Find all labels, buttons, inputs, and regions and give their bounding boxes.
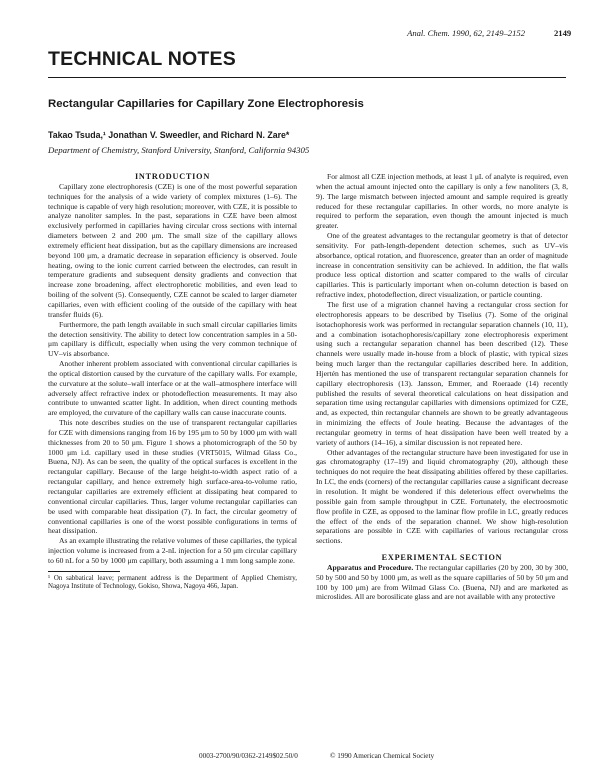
paragraph: This note describes studies on the use of transparent rectangular capillaries for CZE with dimensions ranging from 16 by 195 μm to 50 by 1000 μm with wall thicknesses from 20 to 50 μm. Figure 1 shows a photomicrograph of the 50 by 1000 μm i.d. capillary used in these studies (VRT5015, Wilmad Glass Co., Buena, NJ). As can be seen, the quality of the optical surfaces is excellent in the rectangular capillary. Because of the large height-to-width aspect ratio of a rectangular capillary, and hence extremely high surface-area-to-volume ratio, rectangular capillaries are extremely efficient at dissipating heat compared to conventional circular capillaries. Thus, larger volume rectangular capillaries can be used with comparable heat dissipation (7). In fact, the circular geometry of conventional capillaries is one of the worst possible configurations in terms of heat dissipation. [48,418,298,536]
paragraph: Other advantages of the rectangular structure have been investigated for use in gas chromatography (17–19) and liquid chromatography (20), although these techniques do not require the heat dissipating abilities offered by these capillaries. In LC, the ends (corners) of the rectangular capillaries cause a significant decrease in resolution. It might be wondered if this deleterious effect overwhelms the possible gain from sample throughput in CZE. Fortunately, the electroosmotic flow profile in CZE, as opposed to the laminar flow profile in LC, greatly reduces the effect of the ends of the separation channel. We show high-resolution separations are possible in CZE with capillaries of various rectangular cross sections. [316,447,568,546]
introduction-heading: INTRODUCTION [134,172,211,181]
section-banner: TECHNICAL NOTES [48,48,236,70]
paragraph: Capillary zone electrophoresis (CZE) is one of the most powerful separation techniques for the analysis of a wide variety of complex mixtures (1–6). The technique is capable of very high resolution; moreover, with CZE, it is possible to analyze nanoliter samples. In the past, separations in CZE have been almost exclusively performed in capillaries having circular cross sections with internal diameters between 2 and 200 μm. The small size of the capillary allows extremely efficient heat dissipation, but as the capillary dimensions are increased beyond 100 μm, a dramatic decrease in separation efficiency is observed. Joule heating, owing to the ionic current carried between the electrodes, can result in temperature gradients and subsequent density gradients and convection that increase zone broadening, affect electrophoretic mobilities, and even lead to boiling of the solvent (5). Consequently, CZE cannot be scaled to larger diameter capillaries, even with efficient cooling of the outside of the capillary with heat transfer fluids (6). [48,181,297,319]
page-number: 2149 [554,28,572,38]
footnote: ¹ On sabbatical leave; permanent address is the Department of Applied Chemistry, Nagoya Institute of Technology, Gokiso, Showa, Nagoya 466, Japan. [48,574,297,591]
footer-code: 0003-2700/90/0362-2149$02.50/0 [199,752,298,760]
paragraph: One of the greatest advantages to the rectangular geometry is that of detector sensitivity. For path-length-dependent detection schemes, such as UV–vis absorbance, optical rotation, and fluorescence, greater than an order of magnitude increase in concentration sensitivity can be achieved. In addition, the flat walls produce less optical distortion and scatter compared to the walls of circular capillaries. This is particularly important when on-column detection is based on refractive index, photodeflection, direct visualization, or particle counting. [316,231,568,300]
article-title: Rectangular Capillaries for Capillary Zone Electrophoresis [48,98,364,110]
paragraph: Another inherent problem associated with conventional circular capillaries is the optical distortion caused by the curvature of the capillary walls. For example, the curvature at the solute–wall interface or at the wall–atmosphere interface will adversely affect refractive index or photodeflection measurements. It may also contribute to unwanted scatter light. In addition, when direct counting methods are employed, the curvature of the capillary walls can cause inaccurate counts. [48,359,297,418]
left-column [48,172,297,592]
experimental-heading: EXPERIMENTAL SECTION [381,553,503,563]
subsection-label: Apparatus and Procedure. [327,562,414,572]
paragraph: As an example illustrating the relative volumes of these capillaries, the typical injection volume is increased from a 2-nL injection for a 50 μm circular capillary to 60 nL for a 50 by 1000 μm capillary, both assuming a 1 mm long sample zone. [48,536,297,565]
authors: Takao Tsuda,¹ Jonathan V. Sweedler, and Richard N. Zare* [48,130,290,140]
subsection-text: The rectangular capillaries (20 by 200, 30 by 300, 50 by 500 and 50 by 1000 μm, as well as the square capillaries of 50 by 50 μm and 100 by 100 μm) are from Wilmad Glass Co. (Buena, NJ) and are marketed as microslides. All are borosilicate glass and are not available with any protective [316,562,568,602]
banner-rule [48,77,566,78]
subsection-paragraph [316,563,568,602]
footer-copyright: © 1990 American Chemical Society [330,752,435,760]
paragraph: Furthermore, the path length available in such small circular capillaries limits the detection sensitivity. The ability to detect low concentration samples in a 50-μm capillary is difficult, especially when using the very common technique of UV–vis absorbance. [48,319,297,359]
footnote-rule [48,571,120,572]
paragraph: For almost all CZE injection methods, at least 1 μL of analyte is required, even when the actual amount injected onto the capillary is only a few nanoliters (3, 8, 9). The large mismatch between injected amount and sample required is greatly reduced for these rectangular capillaries. In other words, no more analyte is required to perform the separation, even though the amount injected is much greater. [316,172,568,231]
affiliation: Department of Chemistry, Stanford University, Stanford, California 94305 [48,145,310,155]
paragraph: The first use of a migration channel having a rectangular cross section for electrophoresis appears to be described by Tiselius (7). Some of the original isotachophoresis work was performed in rectangular separation channels (10, 11), and a combination isotachophoresis/capillary zone electrophoresis experiment using such a rectangular separation channel has been described (12). These channels were usually made in-house from a block of plastic, with typical sizes being much larger than the rectangular capillaries described here. In addition, Hjertén has mentioned the use of transparent rectangular separation channels for capillary electrophoresis (13). Jansson, Emmer, and Roeraade (14) recently published the results of several theoretical calculations on heat dissipation and separation time using rectangular capillaries with dimensions optimized for CZE, and, as expected, thin rectangular channels are shown to be greatly advantageous in minimizing the effects of Joule heating. Because the advantages of the rectangular geometry in terms of heat dissipation have been well treated by a variety of authors (14–16), a similar discussion is not repeated here. [316,299,568,447]
right-column [316,172,568,602]
journal-citation: Anal. Chem. 1990, 62, 2149–2152 [407,28,525,38]
